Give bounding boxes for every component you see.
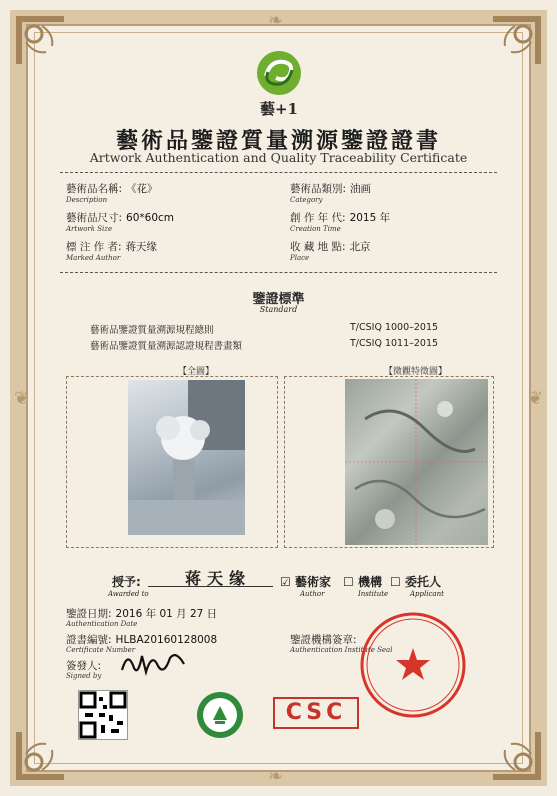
field-value: 2015 年 xyxy=(349,212,391,224)
standard-code: T/CSIQ 1000–2015 xyxy=(350,322,439,333)
option-author[interactable] xyxy=(280,573,331,590)
divider xyxy=(60,272,497,273)
micro-image-label: 【微觀特徵圖】 xyxy=(384,367,448,377)
cert-number-value: HLBA20160128008 xyxy=(115,634,218,646)
field-sub: Creation Time xyxy=(290,225,341,233)
awarded-name: 蒋天缘 xyxy=(185,569,252,588)
checkbox-checked-icon[interactable]: ☑ xyxy=(280,575,291,589)
standard-name: 藝術品鑒證質量溯源規程總則 xyxy=(90,325,214,336)
standard-code: T/CSIQ 1011–2015 xyxy=(350,338,439,349)
logo-text: 藝+1 xyxy=(259,100,298,118)
checkbox-icon[interactable]: ☐ xyxy=(343,575,354,589)
cert-number xyxy=(66,632,217,647)
option-applicant[interactable] xyxy=(390,573,441,590)
cert-date-label: 鑒證日期: xyxy=(66,608,112,620)
field-value: 《花》 xyxy=(126,183,158,195)
field-size xyxy=(66,210,174,225)
full-image-label: 【全圖】 xyxy=(178,367,215,377)
cert-signed xyxy=(66,658,101,673)
divider xyxy=(60,172,497,173)
cert-number-sub: Certificate Number xyxy=(66,646,136,654)
cert-date xyxy=(66,606,217,621)
corner-ornament-icon xyxy=(489,12,545,68)
field-place xyxy=(290,239,371,254)
cert-institute-sub: Authentication Institute Seal xyxy=(290,646,393,654)
csc-logo-text: CSC xyxy=(285,700,347,725)
corner-ornament-icon xyxy=(12,12,68,68)
field-label: 標 注 作 者: xyxy=(66,241,122,253)
standard-sub: Standard xyxy=(259,305,298,314)
standard-title: 鑒證標準 xyxy=(252,292,305,307)
option-label: 藝術家 xyxy=(294,575,331,589)
qr-code-icon xyxy=(78,690,128,740)
standard-name: 藝術品鑒證質量溯源認證規程書畫類 xyxy=(90,341,243,352)
field-value: 60*60cm xyxy=(126,212,175,224)
title-english: Artwork Authentication and Quality Traceability Certificate xyxy=(89,150,468,165)
cert-date-value: 2016 年 01 月 27 日 xyxy=(115,608,218,620)
field-value: 北京 xyxy=(349,241,371,253)
option-institute[interactable] xyxy=(343,573,382,590)
cert-number-label: 證書編號: xyxy=(66,634,112,646)
field-sub: Artwork Size xyxy=(66,225,113,233)
cert-institute-label: 鑒證機構簽章: xyxy=(290,634,357,646)
corner-ornament-icon xyxy=(489,728,545,784)
field-creation-time xyxy=(290,210,390,225)
option-sub: Author xyxy=(300,590,325,598)
signature-icon xyxy=(118,646,188,678)
art-logo-icon xyxy=(256,50,302,96)
side-ornament-icon: ❦ xyxy=(527,388,543,409)
field-category xyxy=(290,181,371,196)
field-author xyxy=(66,239,157,254)
bottom-ornament-icon: ❧ xyxy=(268,766,284,787)
awarded-underline xyxy=(148,586,273,587)
field-label: 藝術品名稱: xyxy=(66,183,123,195)
field-description xyxy=(66,181,158,196)
official-stamp-icon xyxy=(358,610,468,720)
artwork-full-photo xyxy=(128,380,245,535)
standard-seal-icon xyxy=(195,690,245,740)
cert-signed-label: 簽發人: xyxy=(66,660,102,672)
option-sub: Institute xyxy=(358,590,389,598)
corner-ornament-icon xyxy=(12,728,68,784)
field-label: 創 作 年 代: xyxy=(290,212,346,224)
option-sub: Applicant xyxy=(410,590,444,598)
field-label: 藝術品類別: xyxy=(290,183,347,195)
artwork-micro-photo xyxy=(345,379,488,545)
option-label: 機構 xyxy=(357,575,382,589)
awarded-label: 授予: xyxy=(112,575,141,589)
field-sub: Description xyxy=(66,196,108,204)
option-label: 委托人 xyxy=(404,575,441,589)
field-sub: Marked Author xyxy=(66,254,121,262)
field-label: 藝術品尺寸: xyxy=(66,212,123,224)
cert-signed-sub: Signed by xyxy=(66,672,102,680)
field-sub: Place xyxy=(290,254,310,262)
cert-institute xyxy=(290,632,357,647)
side-ornament-icon: ❦ xyxy=(14,388,30,409)
field-value: 油画 xyxy=(350,183,372,195)
checkbox-icon[interactable]: ☐ xyxy=(390,575,401,589)
top-ornament-icon: ❧ xyxy=(268,10,284,31)
field-value: 蒋天缘 xyxy=(125,241,158,253)
title-chinese: 藝術品鑒證質量溯源鑒證證書 xyxy=(115,128,441,154)
cert-date-sub: Authentication Date xyxy=(66,620,138,628)
awarded-sub: Awarded to xyxy=(108,590,149,598)
field-label: 收 藏 地 點: xyxy=(290,241,346,253)
field-sub: Category xyxy=(290,196,323,204)
